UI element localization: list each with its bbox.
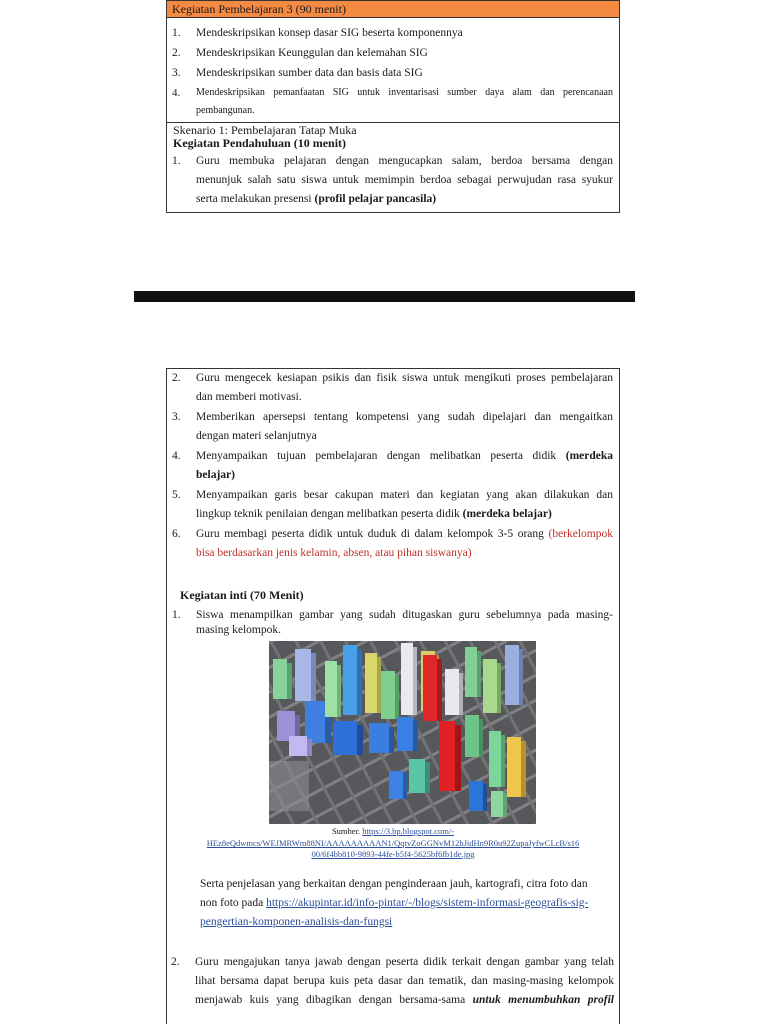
activity-header: Kegiatan Pembelajaran 3 (90 menit) — [167, 1, 619, 18]
lesson-activity-box: Kegiatan Pembelajaran 3 (90 menit) 1. Mendeskripsikan konsep dasar SIG beserta komponennya 2. Mendeskripsikan Keunggulan dan kelemahan SIG 3. Mendeskripsikan sumber data dan basis data SIG 4. Mendeskripsikan pemanfaatan SIG untuk inventarisasi sumber daya alam dan perencanaan pembangunan. Skenario 1: Pembelajaran Tatap Muka Kegiatan Pendahuluan (10 menit) 1. Guru membuka pelajaran dengan mengucapkan salam, berdoa bersama dengan menunjuk salah satu siswa untuk memimpin berdoa sebagai perwujudan rasa syukur serta melakukan presensi (profil pelajar pancasila) — [166, 0, 620, 213]
source-link-continued[interactable]: HEz8eQdwmcs/WEJMRWm88NI/AAAAAAAAAN1/QqtvZoGGNvM12bJidHn9R0u92ZupaJyfwCLcB/s16 — [206, 838, 580, 848]
intro-title: Kegiatan Pendahuluan (10 menit) — [173, 136, 347, 150]
scenario-label: Skenario 1: Pembelajaran Tatap Muka — [173, 123, 357, 137]
image-source-caption: Sumber. https://3.bp.blogspot.com/- — [331, 826, 455, 836]
source-link[interactable]: https://3.bp.blogspot.com/- — [362, 826, 455, 836]
page-separator-bar — [134, 291, 635, 302]
city-3d-model-image — [269, 641, 536, 824]
reference-link[interactable]: https://akupintar.id/info-pintar/-/blogs/sistem-informasi-geografis-sig- — [266, 897, 589, 909]
city-3d-model-graphic — [269, 641, 536, 824]
lesson-activity-box-continued: 2. Guru mengecek kesiapan psikis dan fisik siswa untuk mengikuti proses pembelajaran dan memberi motivasi. 3. Memberikan apersepsi tentang kompetensi yang sudah dipelajari dan mengaitkan dengan materi selanjutnya 4. Menyampaikan tujuan pembelajaran dengan melibatkan peserta didik (merdeka belajar) 5. Menyampaikan garis besar cakupan materi dan kegiatan yang akan dilakukan dan lingkup teknik penilaian dengan melibatkan peserta didik (merdeka belajar) 6. Guru membagi peserta didik untuk duduk di dalam kelompok 3-5 orang (berkelompok bisa berdasarkan jenis kelamin, absen, atau pihan siswanya) Kegiatan inti (70 Menit) 1. Siswa menampilkan gambar yang sudah ditugaskan guru sebelumnya pada masing- masing kelompok. — [166, 368, 620, 1024]
reference-link-continued[interactable]: pengertian-komponen-analisis-dan-fungsi — [200, 916, 393, 928]
source-link-continued[interactable]: 00/6f4bb810-9893-44fe-b5f4-5625bf6fb1de.jpg — [311, 849, 475, 859]
core-activity-title: Kegiatan inti (70 Menit) — [180, 588, 304, 602]
